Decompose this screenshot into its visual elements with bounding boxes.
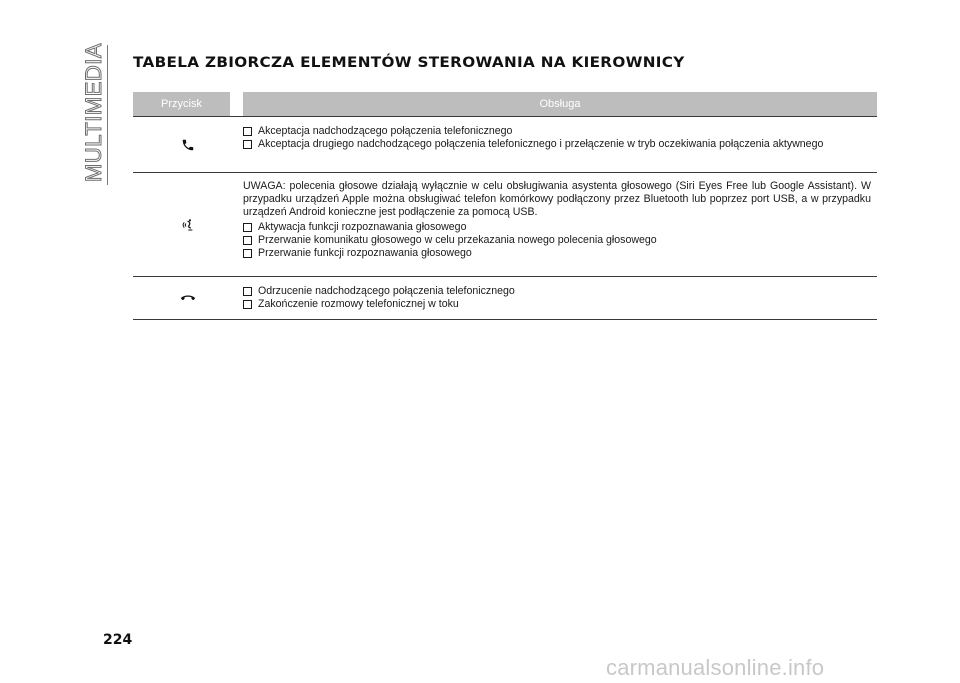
bullet-icon [243, 223, 254, 232]
section-divider [107, 45, 108, 185]
phone-answer-icon [181, 138, 195, 152]
list-item: Akceptacja nadchodzącego połączenia telefonicznego [243, 125, 871, 138]
header-operation: Obsługa [539, 98, 581, 110]
section-label: MULTIMEDIA [81, 42, 106, 182]
phone-hangup-icon [180, 293, 196, 303]
bullet-icon [243, 249, 254, 258]
list-item: Przerwanie funkcji rozpoznawania głosowego [243, 247, 871, 260]
page-title: TABELA ZBIORCZA ELEMENTÓW STEROWANIA NA KIEROWNICY [133, 55, 685, 71]
bullet-icon [243, 287, 254, 296]
bullet-icon [243, 300, 254, 309]
bullet-icon [243, 236, 254, 245]
list-item: Akceptacja drugiego nadchodzącego połączenia telefonicznego i przełączenie w tryb oczekiwania połączenia aktywnego [243, 138, 871, 151]
controls-table [133, 92, 877, 320]
bullet-icon [243, 127, 254, 136]
table-row [133, 173, 877, 277]
watermark: carmanualsonline.info [606, 655, 825, 680]
list-item: Zakończenie rozmowy telefonicznej w toku [243, 298, 871, 311]
table-row [133, 116, 877, 173]
header-button: Przycisk [161, 98, 202, 110]
list-item: Odrzucenie nadchodzącego połączenia telefonicznego [243, 285, 871, 298]
note-text: UWAGA: polecenia głosowe działają wyłącznie w celu obsługiwania asystenta głosowego (Siri Eyes Free lub Google Assistant). W przypadku urządzeń Apple można obsługiwać telefon komórkowy podłączony przez Bluetooth lub poprzez port USB, a w przypadku urządzeń Android konieczne jest podłączenie za pomocą USB. [243, 180, 871, 218]
page-number: 224 [103, 632, 133, 648]
list-item: Aktywacja funkcji rozpoznawania głosowego [243, 221, 871, 234]
table-row [133, 277, 877, 320]
voice-command-icon [180, 217, 196, 233]
list-item: Przerwanie komunikatu głosowego w celu przekazania nowego polecenia głosowego [243, 234, 871, 247]
table-header [133, 92, 877, 116]
bullet-icon [243, 140, 254, 149]
